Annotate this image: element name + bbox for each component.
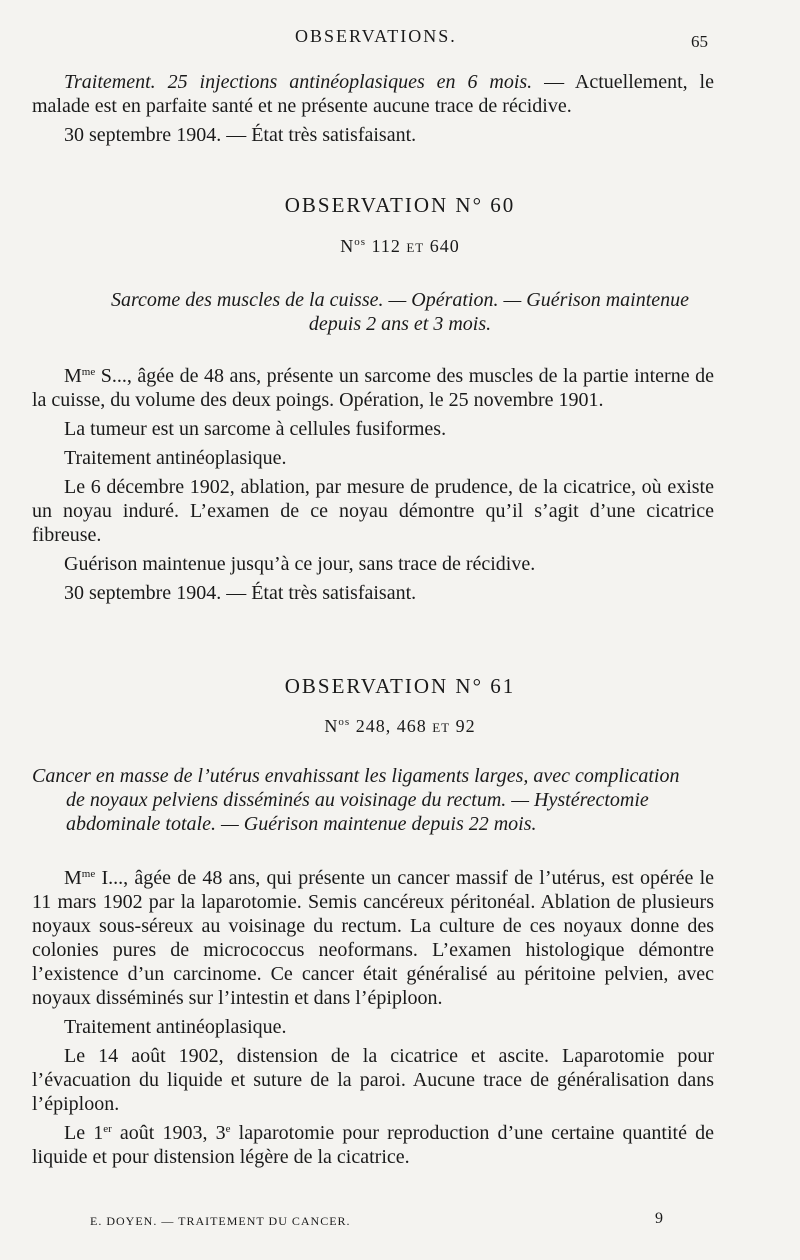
observation-60-subtitle [60,288,740,336]
footer-book-reference: E. DOYEN. — TRAITEMENT DU CANCER. [90,1214,351,1228]
title-sup: me [81,868,96,880]
paragraph-text: I..., âgée de 48 ans, qui présente un cancer massif de l’utérus, est opérée le 11 mars 1902 par la laparotomie. Semis cancéreux péritonéal. Ablation de plusieurs noyaux sous-séreux au voisinage du rectum. La culture de ces noyaux donne des colonies pures de micrococcus neoformans. L’examen histologique démontre l’existence d’un carcinome. Ce cancer était généralisé au péritoine pelvien, avec noyaux disséminés sur l’intestin et dans l’épiploon. [32,867,714,1009]
paragraph [32,1121,714,1169]
paragraph: Traitement antinéoplasique. [64,1016,287,1038]
numbers-a: 112 [366,236,407,256]
numbers-b: 640 [424,236,460,256]
numbers-b: 92 [450,716,476,736]
paragraph-text: Le 1 [64,1122,104,1144]
observation-60-numbers [0,236,800,257]
paragraph: La tumeur est un sarcome à cellules fusiformes. [64,418,447,440]
subtitle-line: de noyaux pelviens disséminés au voisinage du rectum. — Hystérectomie [66,789,649,811]
paragraph [32,70,714,118]
paragraph-text: août 1903, 3 [111,1122,226,1144]
observation-60-title: OBSERVATION N° 60 [284,193,516,217]
subtitle-line: Sarcome des muscles de la cuisse. — Opération. — Guérison maintenue [110,289,690,311]
numbers-sup: os [338,716,351,728]
date-status-line: 30 septembre 1904. — État très satisfaisant. [64,124,417,146]
paragraph [32,364,714,412]
ordinal-sup: e [225,1123,231,1135]
date-status-line: 30 septembre 1904. — État très satisfaisant. [64,582,417,604]
title-prefix: M [64,365,82,387]
numbers-prefix: N [324,716,339,736]
numbers-et: ET [406,240,425,255]
subtitle-line: Cancer en masse de l’utérus envahissant les ligaments larges, avec complication [32,765,680,787]
observation-61-numbers [0,716,800,737]
paragraph-text: S..., âgée de 48 ans, présente un sarcome des muscles de la partie interne de la cuisse, du volume des deux poings. Opération, le 25 novembre 1901. [32,365,714,411]
paragraph: Le 14 août 1902, distension de la cicatrice et ascite. Laparotomie pour l’évacuation du liquide et suture de la paroi. Aucune trace de généralisation dans l’épiploon. [32,1045,714,1115]
paragraph-text: laparotomie pour reproduction d’une certaine quantité de liquide et pour distension légère de la cicatrice. [32,1122,714,1168]
numbers-sup: os [354,236,367,248]
numbers-a: 248, 468 [350,716,433,736]
title-sup: me [81,366,96,378]
ordinal-sup: er [103,1123,112,1135]
observation-61-subtitle [32,764,716,836]
italic-text: Traitement. [64,71,156,93]
observation-60-body [32,364,714,610]
observation-61-title: OBSERVATION N° 61 [284,674,516,698]
paragraph: Guérison maintenue jusqu’à ce jour, sans trace de récidive. [64,553,536,575]
paragraph: Traitement antinéoplasique. [64,447,287,469]
numbers-prefix: N [340,236,355,256]
paragraph-text: — Actuellement, le malade est en parfaite santé et ne présente aucune trace de récidive. [32,71,714,117]
page-number: 65 [691,32,708,51]
running-title: OBSERVATIONS. [295,26,457,46]
subtitle-line: abdominale totale. — Guérison maintenue depuis 22 mois. [66,813,537,835]
paragraph: Le 6 décembre 1902, ablation, par mesure de prudence, de la cicatrice, où existe un noyau induré. L’examen de ce noyau démontre qu’il s’agit d’une cicatrice fibreuse. [32,476,714,546]
signature-mark: 9 [655,1210,664,1227]
title-prefix: M [64,867,82,889]
numbers-et: ET [432,720,451,735]
italic-text: 25 injections antinéoplasiques en 6 mois. [155,71,533,93]
subtitle-line: depuis 2 ans et 3 mois. [308,313,492,335]
previous-observation-ending [32,70,714,152]
paragraph [32,866,714,1010]
observation-61-body [32,866,714,1174]
running-head [0,26,800,56]
